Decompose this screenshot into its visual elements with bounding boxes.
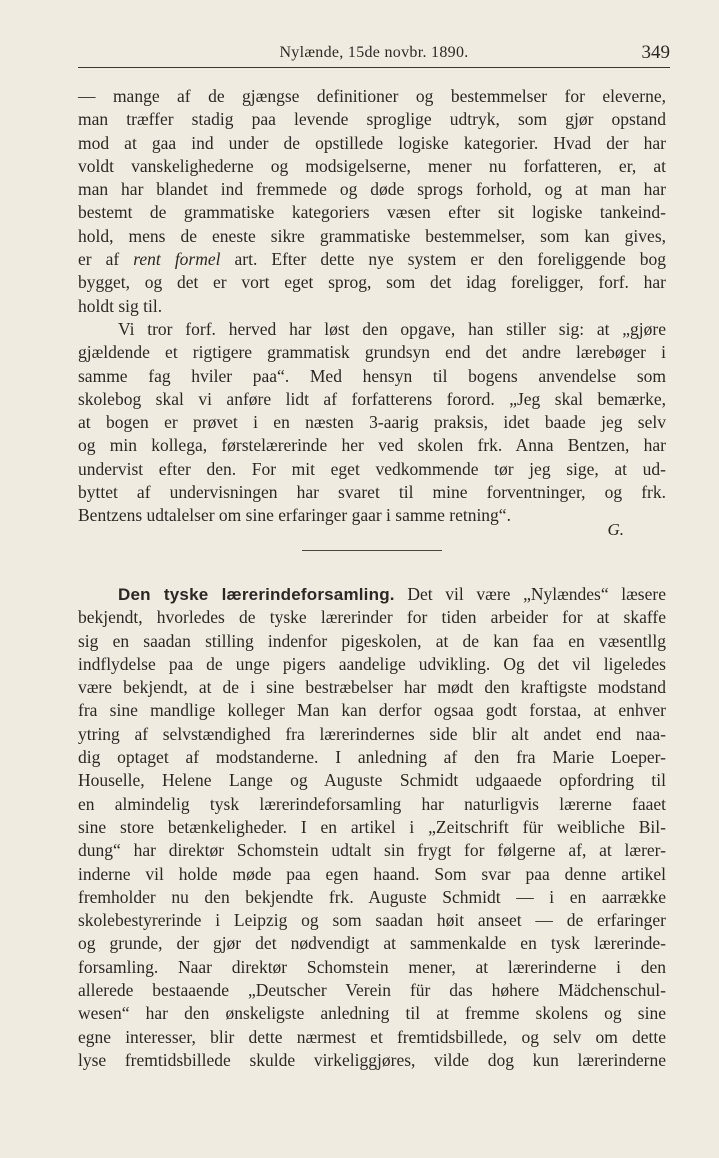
text-line: forsamling. Naar direktør Schomstein mener, at lærerinderne i den [78, 956, 666, 977]
text-line: Houselle, Helene Lange og Auguste Schmidt udgaaede opfordring til [78, 770, 666, 791]
text-line: dung“ har direktør Schomstein udtalt sin frygt for følgerne af, at lærer- [78, 840, 666, 861]
signature: G. [607, 520, 624, 539]
italic-phrase: rent formel [133, 249, 221, 270]
text-line: indflydelse paa de unge pigers aandelige udvikling. Og det vil ligeledes [78, 653, 666, 674]
line-end: Det vil være „Nylændes“ læsere [394, 584, 666, 604]
section-divider [302, 550, 442, 551]
text-line: og min kollega, førstelærerinde her ved skolen frk. Anna Bentzen, har [78, 435, 666, 456]
text-line: man har blandet ind fremmede og døde sprogs forhold, og at man har [78, 179, 666, 200]
text-line: — mange af de gjængse definitioner og bestemmelser for eleverne, [78, 86, 666, 106]
text-line: lyse fremtidsbillede skulde virkeliggjøres, vilde dog kun lærerinderne [78, 1049, 666, 1070]
text-line: skolebestyrerinde i Leipzig og som saadan høit anseet — de erfaringer [78, 910, 666, 931]
article-heading: Den tyske lærerindeforsamling. [118, 585, 395, 604]
text-line: wesen“ har den ønskeligste anledning til at fremme skolens og sine [78, 1003, 666, 1024]
header-rule [78, 67, 670, 68]
text-line: bekjendt, hvorledes de tyske lærerinder for tiden arbeider for at skaffe [78, 607, 666, 628]
review-text [78, 85, 666, 528]
text-line: sig en saadan stilling indenfor pigeskolen, at de kan faa en væsentllg [78, 630, 666, 651]
text-line: Bentzens udtalelser om sine erfaringer gaar i samme retning“. [78, 505, 511, 526]
text-line: allerede bestaaende „Deutscher Verein für das høhere Mädchenschul- [78, 980, 666, 1001]
line-end: art. Efter dette nye system er den foreliggende bog [220, 249, 666, 270]
running-title: Nylænde, 15de novbr. 1890. [279, 44, 469, 61]
page-number: 349 [641, 42, 670, 63]
text-line: bestemt de grammatiske kategoriers væsen efter sit logiske tankeind- [78, 202, 666, 223]
text-line: fremholder nu den bekjendte frk. Auguste Schmidt — i en aarrække [78, 886, 666, 907]
text-line: en almindelig tysk lærerindeforsamling har naturligvis lærerne faaet [78, 793, 666, 814]
text-line: ytring af selvstændighed fra lærerindernes side blir alt andet end naa- [78, 723, 666, 744]
text-line: fra sine mandlige kolleger Man kan derfor ogsaa godt forstaa, at enhver [78, 700, 666, 721]
text-line: samme fag hviler paa“. Med hensyn til bogens anvendelse som [78, 365, 666, 386]
text-line [78, 583, 666, 606]
text-line: byttet af undervisningen har svaret til mine forventninger, og frk. [78, 482, 666, 503]
text-line: egne interesser, blir dette nærmest et fremtidsbillede, og selv om dette [78, 1026, 666, 1047]
text-line: gjældende et rigtigere grammatisk grundsyn end det andre lærebøger i [78, 342, 666, 363]
text-line: man træffer stadig paa levende sproglige udtryk, som gjør opstand [78, 109, 666, 130]
article-text [78, 583, 666, 1072]
text-line: hold, mens de eneste sikre grammatiske bestemmelser, som kan gives, [78, 225, 666, 246]
text-line: holdt sig til. [78, 295, 163, 316]
running-header [78, 36, 670, 76]
line-start: er af [78, 249, 134, 270]
text-line: og grunde, der gjør det nødvendigt at sammenkalde en tysk lærerinde- [78, 933, 666, 954]
text-line: undervist efter den. For mit eget vedkommende tør jeg sige, at ud- [78, 458, 666, 479]
text-line: Vi tror forf. herved har løst den opgave, han stiller sig: at „gjøre [118, 318, 666, 339]
text-line: skolebog skal vi anføre lidt af forfatterens forord. „Jeg skal bemærke, [78, 388, 666, 409]
text-line: mod at gaa ind under de opstillede logiske kategorier. Hvad der har [78, 132, 666, 153]
text-line: bygget, og det er vort eget sprog, som det idag foreligger, forf. har [78, 272, 666, 293]
text-line: inderne vil holde møde paa egen haand. Som svar paa denne artikel [78, 863, 666, 884]
text-line: voldt vanskelighederne og modsigelserne, mener nu forfatteren, er, at [78, 155, 666, 176]
text-line [78, 248, 666, 271]
text-line: dig optaget af modstanderne. I anledning af den fra Marie Loeper- [78, 747, 666, 768]
text-line: sine store betænkeligheder. I en artikel i „Zeitschrift für weibliche Bil- [78, 816, 666, 837]
text-line: være bekjendt, at de i sine bestræbelser har mødt den kraftigste modstand [78, 677, 666, 698]
text-line: at bogen er prøvet i en næsten 3-aarig praksis, idet baade jeg selv [78, 412, 666, 433]
